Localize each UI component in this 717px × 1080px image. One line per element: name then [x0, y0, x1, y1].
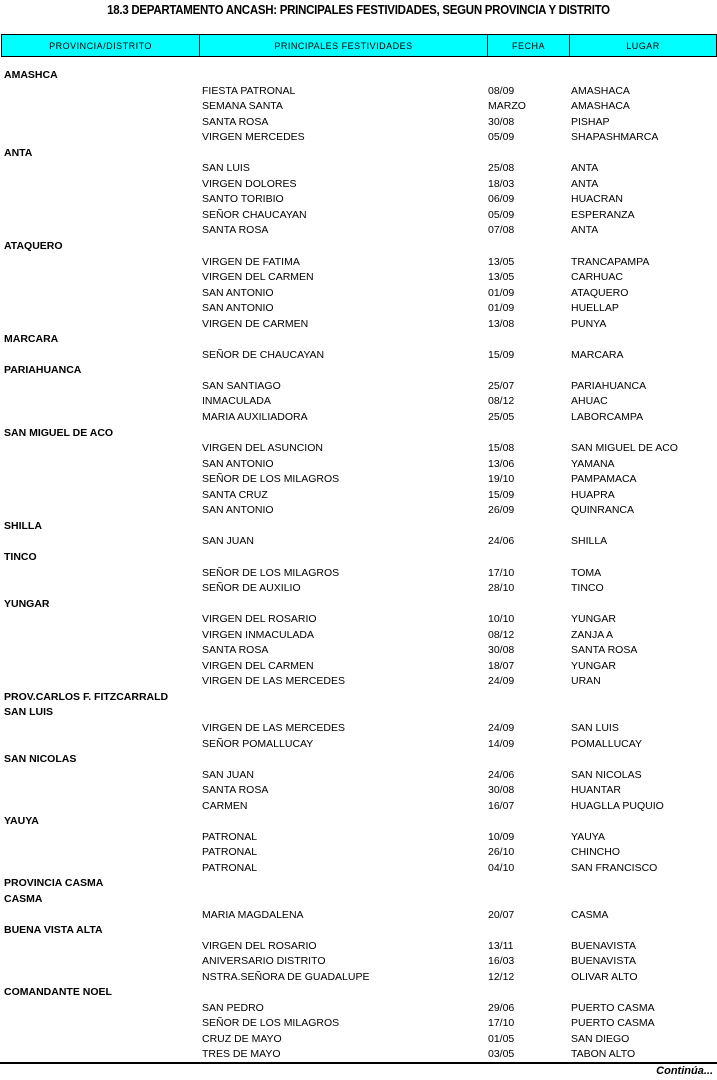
lugar-cell: SAN FRANCISCO: [571, 861, 658, 874]
lugar-cell: YAUYA: [571, 830, 606, 843]
lugar-cell: AHUAC: [571, 395, 608, 408]
lugar-cell: ESPERANZA: [571, 208, 635, 221]
district-name: PROVINCIA CASMA: [4, 877, 104, 890]
district-group-row: [0, 923, 717, 939]
district-group-row: [0, 690, 717, 706]
table-row: [0, 1016, 717, 1032]
table-row: [0, 1032, 717, 1048]
fecha-cell: 17/10: [488, 1017, 515, 1030]
fecha-cell: 24/06: [488, 768, 515, 781]
fecha-cell: 15/09: [488, 348, 515, 361]
fecha-cell: 01/09: [488, 286, 515, 299]
festividad-cell: SEMANA SANTA: [202, 100, 283, 113]
column-header-provincia: PROVINCIA/DISTRITO: [2, 35, 200, 56]
fecha-cell: 25/05: [488, 411, 515, 424]
festividad-cell: NSTRA.SEÑORA DE GUADALUPE: [202, 970, 370, 983]
table-row: [0, 845, 717, 861]
festividad-cell: SEÑOR DE LOS MILAGROS: [202, 473, 340, 486]
festividad-cell: VIRGEN DE LAS MERCEDES: [202, 721, 345, 734]
district-group-row: [0, 363, 717, 379]
table-row: [0, 1047, 717, 1063]
district-name: BUENA VISTA ALTA: [4, 924, 103, 937]
festividad-cell: SAN ANTONIO: [202, 504, 274, 517]
lugar-cell: PUNYA: [571, 317, 607, 330]
fecha-cell: 01/09: [488, 302, 515, 315]
festividad-cell: CARMEN: [202, 799, 248, 812]
lugar-cell: HUAGLLA PUQUIO: [571, 799, 664, 812]
table-row: [0, 84, 717, 100]
district-name: YAUYA: [4, 815, 39, 828]
table-row: [0, 161, 717, 177]
festividad-cell: CRUZ DE MAYO: [202, 1032, 282, 1045]
fecha-cell: 24/09: [488, 721, 515, 734]
district-group-row: [0, 705, 717, 721]
festividad-cell: ANIVERSARIO DISTRITO: [202, 955, 326, 968]
festividad-cell: SEÑOR DE LOS MILAGROS: [202, 1017, 340, 1030]
district-group-row: [0, 332, 717, 348]
festividad-cell: SANTA ROSA: [202, 115, 269, 128]
table-row: [0, 223, 717, 239]
lugar-cell: SAN LUIS: [571, 721, 619, 734]
district-group-row: [0, 550, 717, 566]
lugar-cell: SAN MIGUEL DE ACO: [571, 442, 678, 455]
festividad-cell: VIRGEN DE LAS MERCEDES: [202, 675, 345, 688]
table-row: [0, 721, 717, 737]
festividad-cell: INMACULADA: [202, 395, 271, 408]
column-header-festividades: PRINCIPALES FESTIVIDADES: [200, 35, 488, 56]
district-name: AMASHCA: [4, 69, 58, 81]
lugar-cell: TOMA: [571, 566, 602, 579]
festividad-cell: VIRGEN INMACULADA: [202, 628, 315, 641]
bottom-divider: [0, 1062, 717, 1064]
continues-note: Continúa...: [656, 1065, 713, 1077]
festividad-cell: SAN JUAN: [202, 768, 254, 781]
festividad-cell: PATRONAL: [202, 861, 258, 874]
fecha-cell: 13/11: [488, 939, 514, 952]
table-row: [0, 830, 717, 846]
table-row: [0, 861, 717, 877]
table-row: [0, 410, 717, 426]
fecha-cell: 15/09: [488, 488, 515, 501]
table-row: [0, 768, 717, 784]
fecha-cell: 15/08: [488, 442, 515, 455]
festividad-cell: VIRGEN DEL CARMEN: [202, 659, 314, 672]
festividad-cell: SANTA ROSA: [202, 644, 269, 657]
fecha-cell: 30/08: [488, 784, 515, 797]
table-row: [0, 192, 717, 208]
fecha-cell: 30/08: [488, 644, 515, 657]
table-row: [0, 394, 717, 410]
festividad-cell: SAN PEDRO: [202, 1001, 264, 1014]
table-row: [0, 674, 717, 690]
festividad-cell: SAN ANTONIO: [202, 457, 274, 470]
festividad-cell: SAN ANTONIO: [202, 286, 274, 299]
table-row: [0, 286, 717, 302]
festividad-cell: SAN JUAN: [202, 535, 254, 548]
lugar-cell: CASMA: [571, 908, 609, 921]
table-row: [0, 783, 717, 799]
fecha-cell: 26/09: [488, 504, 515, 517]
lugar-cell: PARIAHUANCA: [571, 379, 647, 392]
fecha-cell: 08/12: [488, 395, 515, 408]
lugar-cell: PUERTO CASMA: [571, 1017, 655, 1030]
fecha-cell: 06/09: [488, 193, 515, 206]
fecha-cell: 13/05: [488, 255, 515, 268]
festividad-cell: SANTA CRUZ: [202, 488, 268, 501]
lugar-cell: CHINCHO: [571, 846, 620, 859]
district-name: TINCO: [4, 550, 37, 563]
festividad-cell: SAN SANTIAGO: [202, 379, 281, 392]
table-row: [0, 488, 717, 504]
festividad-cell: VIRGEN DOLORES: [202, 177, 297, 190]
lugar-cell: SAN DIEGO: [571, 1032, 630, 1045]
table-row: [0, 99, 717, 115]
festividad-cell: FIESTA PATRONAL: [202, 84, 296, 97]
lugar-cell: PUERTO CASMA: [571, 1001, 655, 1014]
fecha-cell: 30/08: [488, 115, 515, 128]
fecha-cell: 01/05: [488, 1032, 515, 1045]
lugar-cell: YUNGAR: [571, 613, 616, 626]
lugar-cell: HUACRAN: [571, 193, 623, 206]
lugar-cell: SAN NICOLAS: [571, 768, 642, 781]
table-row: [0, 1001, 717, 1017]
fecha-cell: 19/10: [488, 473, 515, 486]
festividad-cell: VIRGEN DEL ROSARIO: [202, 939, 317, 952]
lugar-cell: SHAPASHMARCA: [571, 131, 659, 144]
district-name: COMANDANTE NOEL: [4, 986, 112, 999]
table-row: [0, 799, 717, 815]
festividad-cell: MARIA MAGDALENA: [202, 908, 304, 921]
district-group-row: [0, 239, 717, 255]
table-row: [0, 628, 717, 644]
district-name: PROV.CARLOS F. FITZCARRALD: [4, 690, 169, 703]
festividad-cell: SEÑOR DE CHAUCAYAN: [202, 348, 325, 361]
lugar-cell: YUNGAR: [571, 659, 616, 672]
lugar-cell: QUINRANCA: [571, 504, 635, 517]
table-row: [0, 581, 717, 597]
fecha-cell: 25/07: [488, 379, 515, 392]
lugar-cell: MARCARA: [571, 348, 624, 361]
table-row: [0, 503, 717, 519]
table-row: [0, 737, 717, 753]
table-row: [0, 954, 717, 970]
table-row: [0, 317, 717, 333]
lugar-cell: HUELLAP: [571, 302, 619, 315]
district-group-row: [0, 146, 717, 162]
table-row: [0, 566, 717, 582]
page-title: 18.3 DEPARTAMENTO ANCASH: PRINCIPALES FESTIVIDADES, SEGUN PROVINCIA Y DISTRITO: [107, 3, 610, 17]
table-row: [0, 939, 717, 955]
table-row: [0, 301, 717, 317]
lugar-cell: HUANTAR: [571, 784, 621, 797]
fecha-cell: 26/10: [488, 846, 515, 859]
table-row: [0, 612, 717, 628]
festividad-cell: TRES DE MAYO: [202, 1048, 281, 1061]
lugar-cell: SHILLA: [571, 535, 608, 548]
lugar-cell: LABORCAMPA: [571, 411, 644, 424]
lugar-cell: TABON ALTO: [571, 1048, 636, 1061]
fecha-cell: 05/09: [488, 131, 515, 144]
table-row: [0, 270, 717, 286]
fecha-cell: 13/05: [488, 271, 515, 284]
district-name: PARIAHUANCA: [4, 364, 82, 377]
fecha-cell: 10/10: [488, 613, 515, 626]
lugar-cell: PISHAP: [571, 115, 610, 128]
table-row: [0, 208, 717, 224]
district-name: MARCARA: [4, 333, 59, 346]
table-row: [0, 177, 717, 193]
festividad-cell: SEÑOR DE AUXILIO: [202, 582, 301, 595]
festividad-cell: VIRGEN DEL ASUNCION: [202, 442, 323, 455]
lugar-cell: HUAPRA: [571, 488, 615, 501]
fecha-cell: 04/10: [488, 861, 515, 874]
lugar-cell: SANTA ROSA: [571, 644, 638, 657]
fecha-cell: 18/03: [488, 177, 515, 190]
district-name: YUNGAR: [4, 597, 50, 610]
fecha-cell: 13/08: [488, 317, 515, 330]
fecha-cell: 29/06: [488, 1001, 515, 1014]
table-body: [0, 68, 717, 1063]
fecha-cell: 28/10: [488, 582, 515, 595]
lugar-cell: AMASHACA: [571, 100, 630, 113]
district-name: ATAQUERO: [4, 240, 63, 253]
fecha-cell: 24/06: [488, 535, 515, 548]
festividad-cell: SANTA ROSA: [202, 784, 269, 797]
table-row: [0, 255, 717, 271]
district-group-row: [0, 892, 717, 908]
fecha-cell: 14/09: [488, 737, 515, 750]
fecha-cell: 13/06: [488, 457, 515, 470]
festividad-cell: SEÑOR POMALLUCAY: [202, 737, 314, 750]
festividad-cell: MARIA AUXILIADORA: [202, 411, 308, 424]
table-row: [0, 130, 717, 146]
table-row: [0, 908, 717, 924]
lugar-cell: URAN: [571, 675, 601, 688]
lugar-cell: OLIVAR ALTO: [571, 970, 638, 983]
fecha-cell: 10/09: [488, 830, 515, 843]
fecha-cell: 18/07: [488, 659, 515, 672]
lugar-cell: CARHUAC: [571, 271, 623, 284]
district-group-row: [0, 814, 717, 830]
festividad-cell: SAN LUIS: [202, 162, 250, 175]
table-row: [0, 115, 717, 131]
fecha-cell: 20/07: [488, 908, 515, 921]
district-name: CASMA: [4, 892, 43, 905]
table-row: [0, 659, 717, 675]
lugar-cell: ZANJA A: [571, 628, 614, 641]
lugar-cell: AMASHACA: [571, 84, 630, 97]
lugar-cell: ATAQUERO: [571, 286, 629, 299]
festividad-cell: VIRGEN MERCEDES: [202, 131, 305, 144]
festividad-cell: VIRGEN DE CARMEN: [202, 317, 309, 330]
fecha-cell: 05/09: [488, 208, 515, 221]
district-group-row: [0, 752, 717, 768]
column-header-lugar: LUGAR: [626, 40, 660, 51]
lugar-cell: BUENAVISTA: [571, 955, 636, 968]
festividad-cell: VIRGEN DEL ROSARIO: [202, 613, 317, 626]
festividad-cell: VIRGEN DEL CARMEN: [202, 271, 314, 284]
fecha-cell: 25/08: [488, 162, 515, 175]
table-row: [0, 379, 717, 395]
fecha-cell: 16/03: [488, 955, 515, 968]
festividad-cell: SEÑOR DE LOS MILAGROS: [202, 566, 340, 579]
district-group-row: [0, 876, 717, 892]
fecha-cell: 17/10: [488, 566, 515, 579]
lugar-cell: ANTA: [571, 224, 599, 237]
table-row: [0, 348, 717, 364]
table-row: [0, 643, 717, 659]
fecha-cell: 03/05: [488, 1048, 515, 1061]
column-header-fecha: FECHA: [488, 35, 570, 56]
lugar-cell: POMALLUCAY: [571, 737, 642, 750]
lugar-cell: ANTA: [571, 162, 599, 175]
district-group-row: [0, 597, 717, 613]
fecha-cell: 08/12: [488, 628, 515, 641]
district-name: SAN MIGUEL DE ACO: [4, 426, 114, 439]
district-group-row: [0, 426, 717, 442]
fecha-cell: MARZO: [488, 100, 526, 113]
festividad-cell: VIRGEN DE FATIMA: [202, 255, 300, 268]
table-row: [0, 534, 717, 550]
district-group-row: [0, 68, 717, 84]
district-name: ANTA: [4, 146, 33, 159]
festividad-cell: SEÑOR CHAUCAYAN: [202, 208, 307, 221]
festividad-cell: SANTO TORIBIO: [202, 193, 284, 206]
table-header: [1, 34, 717, 57]
lugar-cell: TINCO: [571, 582, 604, 595]
district-group-row: [0, 985, 717, 1001]
lugar-cell: ANTA: [571, 177, 599, 190]
fecha-cell: 24/09: [488, 675, 515, 688]
district-group-row: [0, 519, 717, 535]
table-row: [0, 472, 717, 488]
lugar-cell: YAMANA: [571, 457, 615, 470]
district-name: SAN LUIS: [4, 706, 54, 719]
district-name: SHILLA: [4, 519, 42, 532]
festividad-cell: SAN ANTONIO: [202, 302, 274, 315]
table-row: [0, 441, 717, 457]
fecha-cell: 07/08: [488, 224, 515, 237]
fecha-cell: 16/07: [488, 799, 515, 812]
table-row: [0, 970, 717, 986]
table-row: [0, 457, 717, 473]
district-name: SAN NICOLAS: [4, 753, 77, 766]
lugar-cell: TRANCAPAMPA: [571, 255, 650, 268]
festividad-cell: PATRONAL: [202, 846, 258, 859]
lugar-cell: BUENAVISTA: [571, 939, 636, 952]
fecha-cell: 12/12: [488, 970, 515, 983]
fecha-cell: 08/09: [488, 84, 515, 97]
lugar-cell: PAMPAMACA: [571, 473, 637, 486]
festividad-cell: SANTA ROSA: [202, 224, 269, 237]
festividad-cell: PATRONAL: [202, 830, 258, 843]
